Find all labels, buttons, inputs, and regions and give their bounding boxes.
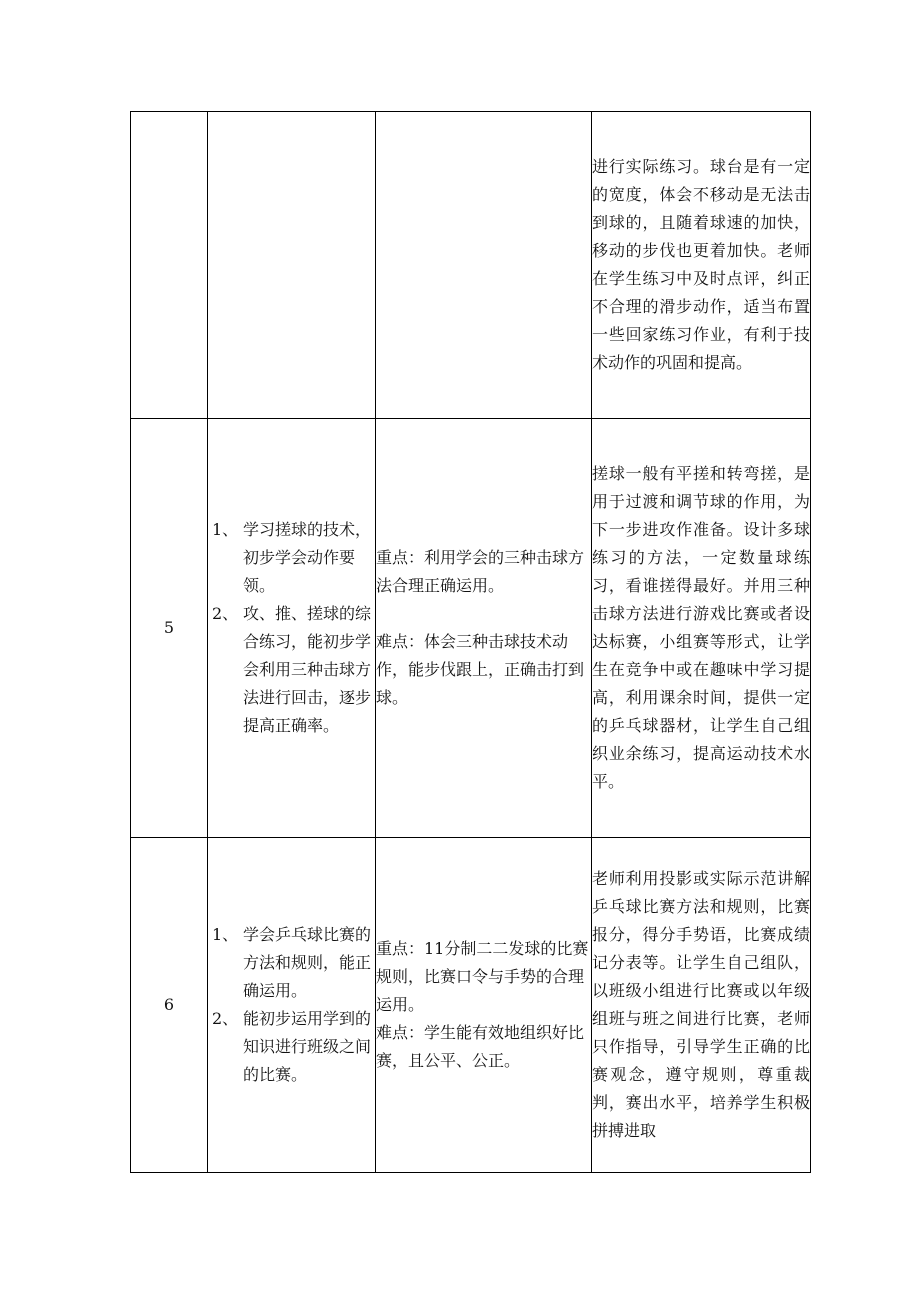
objective-number: 2、 [212, 604, 239, 623]
difficult-point-text: 难点：体会三种击球技术动作，能步伐跟上，正确击打到球。 [376, 632, 585, 707]
method-cell: 进行实际练习。球台是有一定的宽度，体会不移动是无法击到球的，且随着球速的加快，移动的步伐也更着加快。老师在学生练习中及时点评，纠正不合理的滑步动作，适当布置一些回家练习作业，有利于技术动作的巩固和提高。 [592, 112, 811, 419]
method-cell: 老师利用投影或实际示范讲解乒乓球比赛方法和规则，比赛报分，得分手势语，比赛成绩记分表等。让学生自己组队，以班级小组进行比赛或以年级组班与班之间进行比赛，老师只作指导，引导学生正确的比赛观念，遵守规则，尊重裁判，赛出水平，培养学生积极拼搏进取 [592, 838, 811, 1173]
objective-number: 1、 [212, 520, 239, 539]
key-point-text: 重点：利用学会的三种击球方法合理正确运用。 [376, 548, 585, 595]
lesson-number: 6 [131, 838, 208, 1173]
key-points-cell [376, 419, 592, 838]
objective-item [208, 1005, 375, 1089]
objective-item [208, 600, 375, 740]
objective-number: 2、 [212, 1009, 239, 1028]
objectives-cell [208, 838, 376, 1173]
method-cell: 搓球一般有平搓和转弯搓，是用于过渡和调节球的作用，为下一步进攻作准备。设计多球练习的方法，一定数量球练习，看谁搓得最好。并用三种击球方法进行游戏比赛或者设达标赛，小组赛等形式，让学生在竞争中或在趣味中学习提高，利用课余时间，提供一定的乒乓球器材，让学生自己组织业余练习，提高运动技术水平。 [592, 419, 811, 838]
difficult-point-text: 难点：学生能有效地组织好比赛，且公平、公正。 [376, 1023, 585, 1070]
table-row [131, 112, 811, 419]
table-row [131, 838, 811, 1173]
key-points-cell [376, 838, 592, 1173]
key-points-cell [376, 112, 592, 419]
objective-text: 能初步运用学到的知识进行班级之间的比赛。 [243, 1009, 372, 1084]
objectives-cell [208, 112, 376, 419]
objective-item [208, 516, 375, 600]
lesson-number [131, 112, 208, 419]
key-point-text: 重点：11分制二二发球的比赛规则，比赛口令与手势的合理运用。 [376, 939, 589, 1014]
objective-item [208, 921, 375, 1005]
objective-text: 攻、推、搓球的综合练习，能初步学会利用三种击球方法进行回击，逐步提高正确率。 [243, 604, 372, 735]
table-row [131, 419, 811, 838]
objective-text: 学会乒乓球比赛的方法和规则，能正确运用。 [243, 925, 372, 1000]
lesson-number: 5 [131, 419, 208, 838]
objective-text: 学习搓球的技术，初步学会动作要领。 [243, 520, 372, 595]
objectives-cell [208, 419, 376, 838]
objective-number: 1、 [212, 925, 239, 944]
lesson-plan-table [130, 111, 811, 1173]
